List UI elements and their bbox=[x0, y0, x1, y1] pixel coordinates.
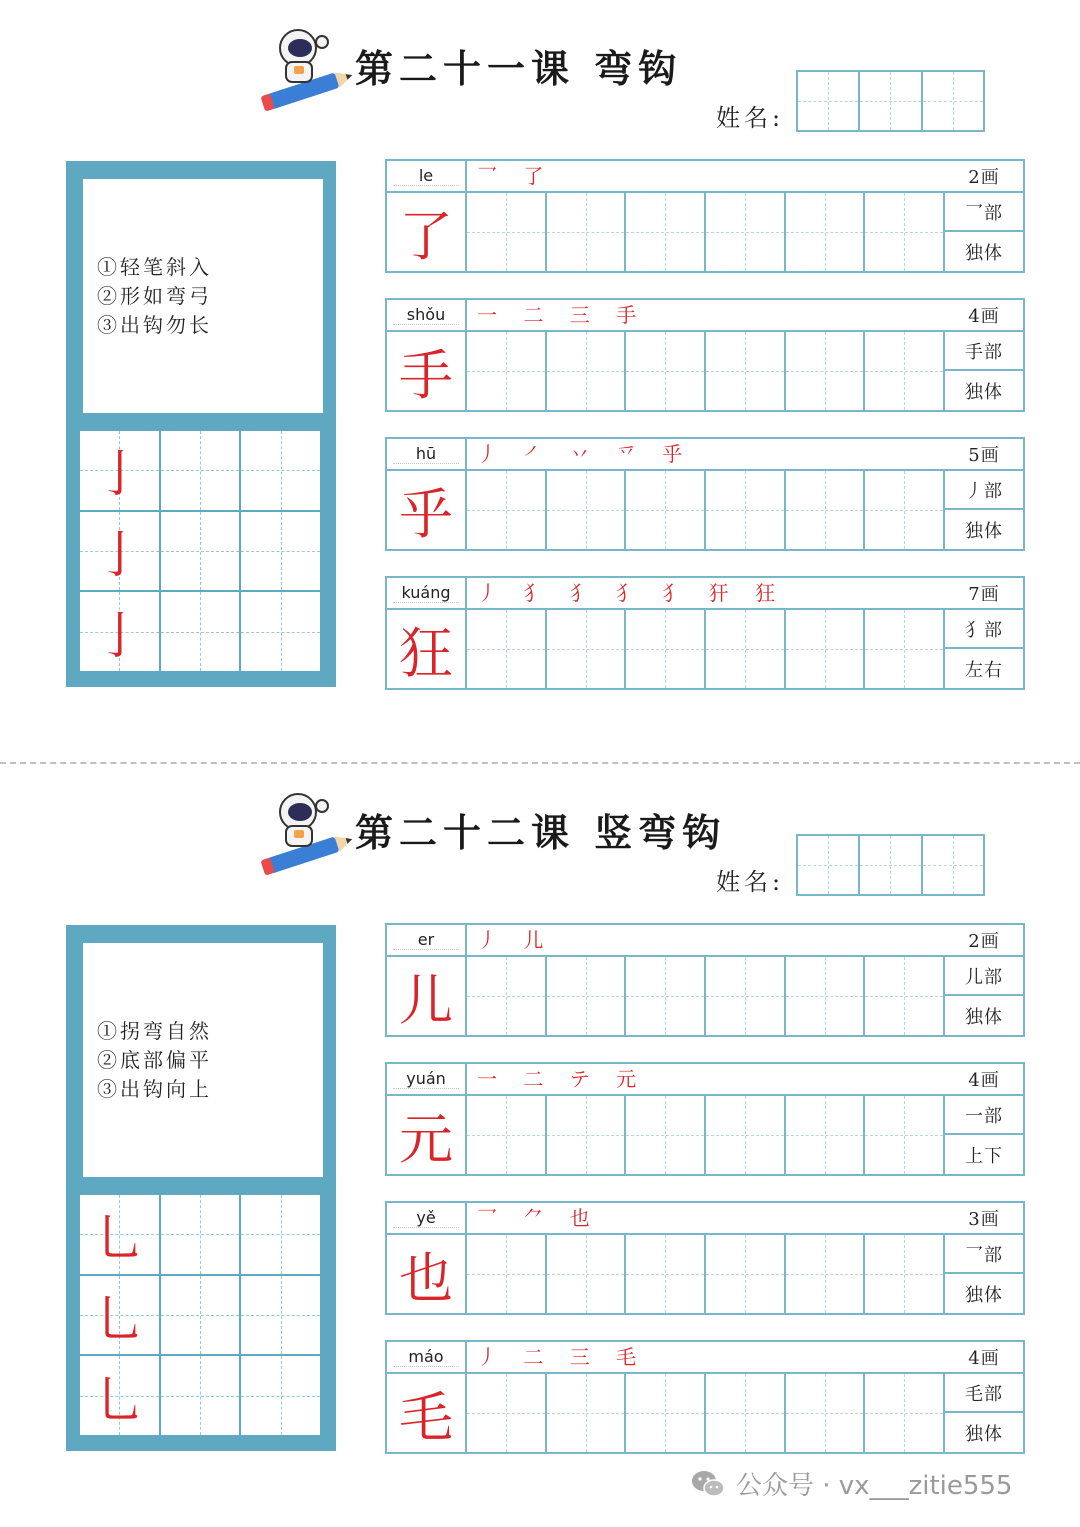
pinyin: yě bbox=[387, 1203, 467, 1235]
watermark-text: 公众号 · vx___zitie555 bbox=[736, 1471, 1013, 1501]
watermark bbox=[690, 1465, 1012, 1502]
stroke-count: 4画 bbox=[945, 1342, 1023, 1374]
astronaut-pencil-icon bbox=[256, 18, 356, 113]
radical: 乛部 bbox=[945, 1235, 1023, 1274]
practice-row[interactable] bbox=[467, 332, 945, 410]
stroke-order: 丿 ㇒ 丷 乊 乎 bbox=[467, 439, 945, 471]
model-character: 也 bbox=[387, 1235, 467, 1313]
tip-3: ③出钩向上 bbox=[97, 1077, 212, 1101]
char-card bbox=[385, 159, 1025, 273]
structure: 独体 bbox=[965, 381, 1003, 403]
char-info bbox=[945, 578, 1023, 688]
model-character: 儿 bbox=[387, 957, 467, 1035]
name-field[interactable] bbox=[796, 70, 985, 132]
stroke-practice-panel bbox=[66, 161, 336, 687]
structure: 独体 bbox=[965, 242, 1003, 264]
tip-2: ②形如弯弓 bbox=[97, 284, 212, 308]
pinyin: shǒu bbox=[387, 300, 467, 332]
astronaut-pencil-icon bbox=[256, 782, 356, 877]
name-field[interactable] bbox=[796, 834, 985, 896]
char-info bbox=[945, 1203, 1023, 1313]
lesson-22-sheet bbox=[0, 764, 1080, 1504]
char-card bbox=[385, 437, 1025, 551]
tips-box bbox=[83, 943, 323, 1177]
model-character: 乎 bbox=[387, 471, 467, 549]
structure: 左右 bbox=[965, 659, 1003, 681]
stroke-order: 一 二 テ 元 bbox=[467, 1064, 945, 1096]
stroke-sample: 乚 bbox=[94, 1209, 145, 1268]
char-info bbox=[945, 161, 1023, 271]
pinyin: er bbox=[387, 925, 467, 957]
char-card bbox=[385, 1062, 1025, 1176]
lesson-21-sheet bbox=[0, 0, 1080, 740]
practice-row[interactable] bbox=[467, 1235, 945, 1313]
tip-3: ③出钩勿长 bbox=[97, 313, 212, 337]
model-character: 了 bbox=[387, 193, 467, 271]
stroke-grid[interactable] bbox=[80, 1195, 320, 1435]
structure: 独体 bbox=[965, 1284, 1003, 1306]
char-card bbox=[385, 1340, 1025, 1454]
pinyin: kuáng bbox=[387, 578, 467, 610]
stroke-sample: 亅 bbox=[94, 525, 145, 584]
practice-row[interactable] bbox=[467, 193, 945, 271]
char-card bbox=[385, 923, 1025, 1037]
stroke-order: 丿 二 三 毛 bbox=[467, 1342, 945, 1374]
stroke-count: 2画 bbox=[945, 925, 1023, 957]
stroke-order: 丿 犭 犭 犭 犭 犴 狂 bbox=[467, 578, 945, 610]
radical: 一部 bbox=[945, 1096, 1023, 1135]
practice-row[interactable] bbox=[467, 1096, 945, 1174]
stroke-order: 乛 了 bbox=[467, 161, 945, 193]
lesson-title: 第二十二课 竖弯钩 bbox=[355, 810, 727, 855]
stroke-order: 一 二 三 手 bbox=[467, 300, 945, 332]
stroke-sample: 亅 bbox=[94, 606, 145, 665]
tip-2: ②底部偏平 bbox=[97, 1048, 212, 1072]
stroke-count: 5画 bbox=[945, 439, 1023, 471]
char-info bbox=[945, 439, 1023, 549]
wechat-icon bbox=[690, 1469, 726, 1499]
radical: 儿部 bbox=[945, 957, 1023, 996]
radical: 毛部 bbox=[945, 1374, 1023, 1413]
stroke-grid[interactable] bbox=[80, 431, 320, 671]
tips-list bbox=[97, 253, 212, 340]
char-card bbox=[385, 576, 1025, 690]
lesson-title: 第二十一课 弯钩 bbox=[355, 46, 683, 91]
practice-row[interactable] bbox=[467, 1374, 945, 1452]
tip-1: ①轻笔斜入 bbox=[97, 255, 212, 279]
char-card bbox=[385, 298, 1025, 412]
structure: 独体 bbox=[965, 1006, 1003, 1028]
structure: 独体 bbox=[965, 520, 1003, 542]
model-character: 狂 bbox=[387, 610, 467, 688]
stroke-order: 丿 儿 bbox=[467, 925, 945, 957]
stroke-count: 4画 bbox=[945, 300, 1023, 332]
structure: 独体 bbox=[965, 1423, 1003, 1445]
stroke-order: 乛 ⺈ 也 bbox=[467, 1203, 945, 1235]
model-character: 元 bbox=[387, 1096, 467, 1174]
tip-1: ①拐弯自然 bbox=[97, 1019, 212, 1043]
practice-row[interactable] bbox=[467, 471, 945, 549]
stroke-sample: 乚 bbox=[94, 1289, 145, 1348]
pinyin: le bbox=[387, 161, 467, 193]
radical: 丿部 bbox=[945, 471, 1023, 510]
char-info bbox=[945, 300, 1023, 410]
structure: 上下 bbox=[965, 1145, 1003, 1167]
stroke-count: 7画 bbox=[945, 578, 1023, 610]
char-info bbox=[945, 925, 1023, 1035]
pinyin: máo bbox=[387, 1342, 467, 1374]
stroke-sample: 亅 bbox=[94, 445, 145, 504]
name-label: 姓名: bbox=[716, 868, 785, 896]
char-card bbox=[385, 1201, 1025, 1315]
tips-box bbox=[83, 179, 323, 413]
practice-row[interactable] bbox=[467, 610, 945, 688]
char-info bbox=[945, 1064, 1023, 1174]
practice-row[interactable] bbox=[467, 957, 945, 1035]
name-label: 姓名: bbox=[716, 104, 785, 132]
stroke-sample: 乚 bbox=[94, 1370, 145, 1429]
tips-list bbox=[97, 1017, 212, 1104]
radical: 手部 bbox=[945, 332, 1023, 371]
char-info bbox=[945, 1342, 1023, 1452]
model-character: 手 bbox=[387, 332, 467, 410]
stroke-count: 2画 bbox=[945, 161, 1023, 193]
radical: 犭部 bbox=[945, 610, 1023, 649]
radical: 乛部 bbox=[945, 193, 1023, 232]
pinyin: hū bbox=[387, 439, 467, 471]
stroke-count: 4画 bbox=[945, 1064, 1023, 1096]
model-character: 毛 bbox=[387, 1374, 467, 1452]
stroke-practice-panel bbox=[66, 925, 336, 1451]
stroke-count: 3画 bbox=[945, 1203, 1023, 1235]
pinyin: yuán bbox=[387, 1064, 467, 1096]
